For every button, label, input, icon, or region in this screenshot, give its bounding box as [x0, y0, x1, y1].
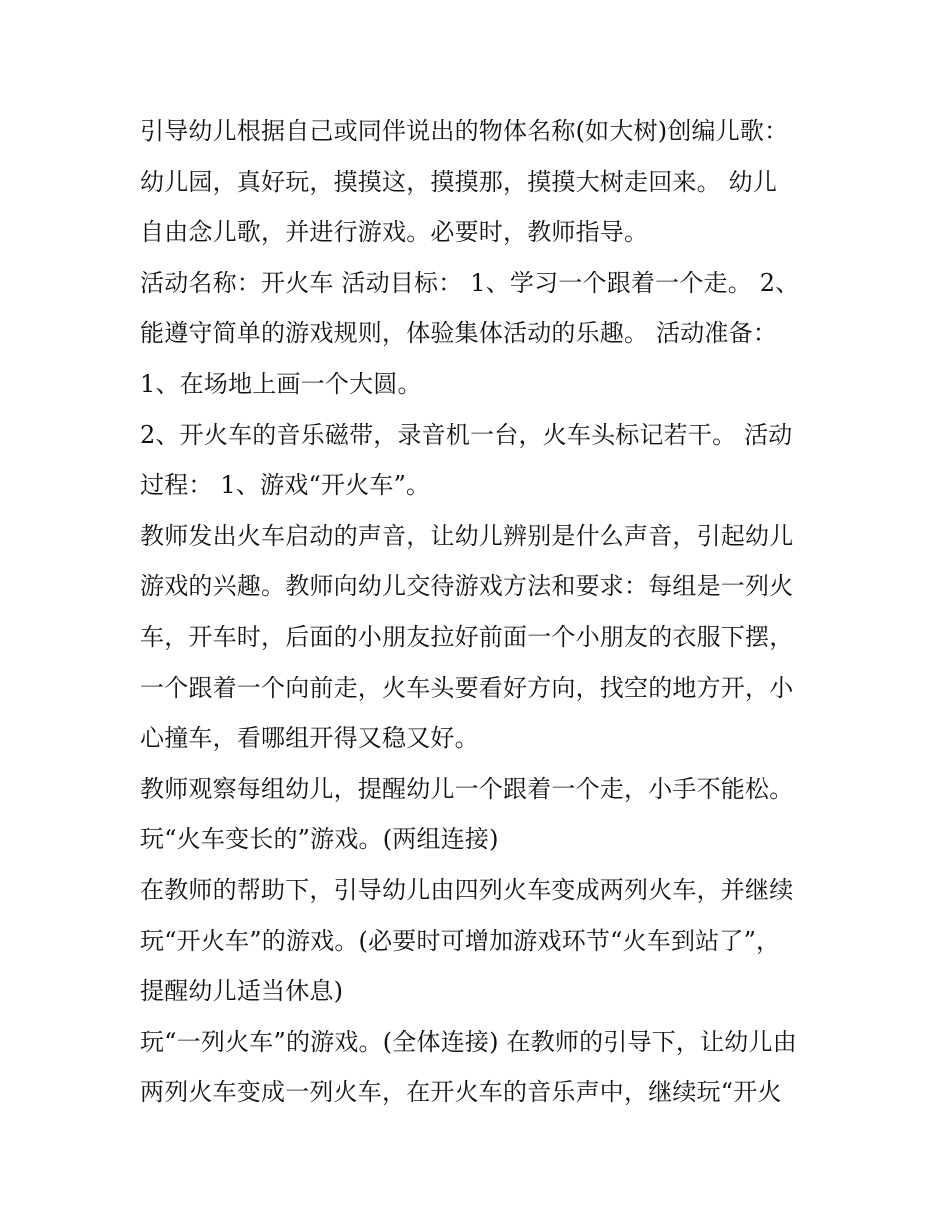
- text-line: 教师观察每组幼儿，提醒幼儿一个跟着一个走，小手不能松。: [140, 774, 794, 803]
- text-line: 提醒幼儿适当休息): [140, 977, 344, 1006]
- text-line: 玩“开火车”的游戏。(必要时可增加游戏环节“火车到站了”，: [140, 926, 781, 955]
- text-line: 自由念儿歌，并进行游戏。必要时，教师指导。: [140, 218, 649, 247]
- text-line: 车，开车时，后面的小朋友拉好前面一个小朋友的衣服下摆，: [140, 622, 794, 651]
- text-line: 心撞车，看哪组开得又稳又好。: [140, 724, 479, 753]
- text-line: 能遵守简单的游戏规则，体验集体活动的乐趣。 活动准备：: [140, 319, 778, 348]
- text-line: 引导幼儿根据自己或同伴说出的物体名称(如大树)创编儿歌：: [140, 117, 789, 145]
- text-line: 幼儿园，真好玩，摸摸这，摸摸那，摸摸大树走回来。 幼儿: [140, 167, 778, 196]
- text-line: 玩“火车变长的”游戏。(两组连接): [140, 825, 499, 854]
- text-line: 在教师的帮助下，引导幼儿由四列火车变成两列火车，并继续: [140, 875, 794, 904]
- text-line: 2、开火车的音乐磁带，录音机一台，火车头标记若干。 活动: [140, 420, 793, 449]
- text-line: 两列火车变成一列火车，在开火车的音乐声中，继续玩“开火: [140, 1078, 782, 1107]
- body-text: [140, 106, 820, 1118]
- text-line: 一个跟着一个向前走，火车头要看好方向，找空的地方开，小: [140, 673, 794, 702]
- text-line: 游戏的兴趣。教师向幼儿交待游戏方法和要求：每组是一列火: [140, 572, 794, 601]
- text-line: 活动名称：开火车 活动目标： 1、学习一个跟着一个走。 2、: [140, 268, 800, 297]
- text-line: 过程： 1、游戏“开火车”。: [140, 471, 431, 500]
- text-line: 玩“一列火车”的游戏。(全体连接) 在教师的引导下，让幼儿由: [140, 1027, 797, 1056]
- text-line: 教师发出火车启动的声音，让幼儿辨别是什么声音，引起幼儿: [140, 521, 794, 550]
- text-line: 1、在场地上画一个大圆。: [140, 369, 422, 398]
